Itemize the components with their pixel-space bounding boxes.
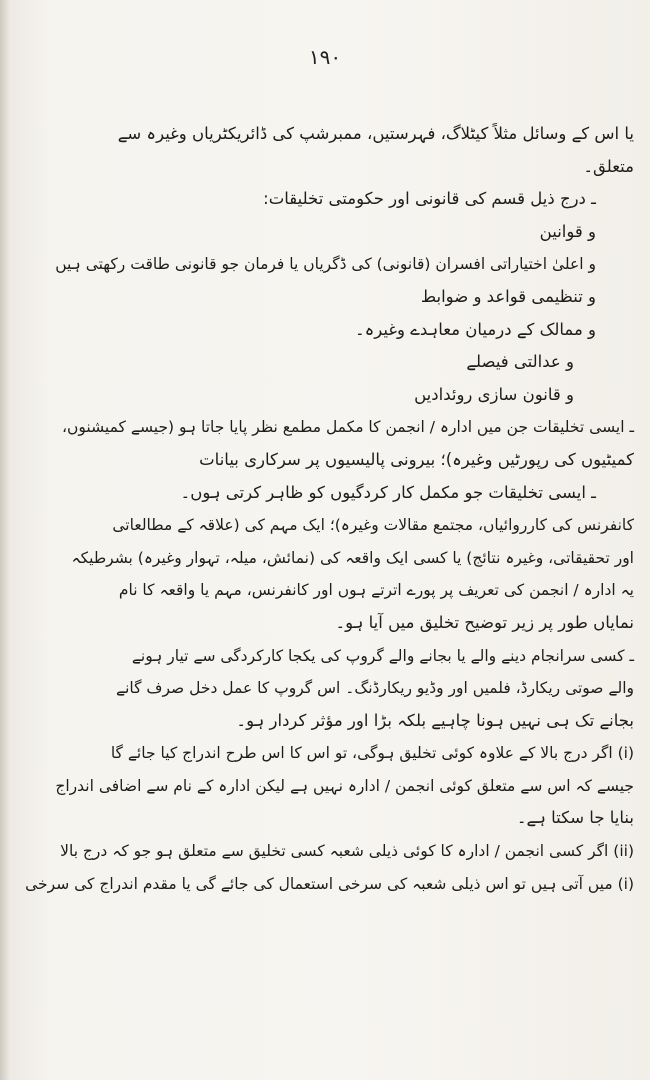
text-line: و قوانین bbox=[539, 221, 596, 241]
text-line: ـ کسی سرانجام دینے والے یا بجانے والے گروپ کی یکجا کارکردگی سے تیار ہونے bbox=[131, 646, 634, 665]
text-line: بجانے تک ہی نہیں ہونا چاہیے بلکہ بڑا اور مؤثر کردار ہو۔ bbox=[236, 710, 634, 730]
text-line: (ii) اگر کسی انجمن / ادارہ کا کوئی ذیلی شعبہ کسی تخلیق سے متعلق ہو جو کہ درج بالا bbox=[60, 842, 634, 861]
text-line: بنایا جا سکتا ہے۔ bbox=[516, 808, 634, 828]
text-line: کمیٹیوں کی رپورٹیں وغیرہ)؛ بیرونی پالیسیوں پر سرکاری بیانات bbox=[199, 449, 634, 469]
text-line: (i) میں آتی ہیں تو اس ذیلی شعبہ کی سرخی استعمال کی جائے گی یا مقدم اندراج کی سرخی bbox=[25, 874, 634, 893]
text-line: یہ ادارہ / انجمن کی تعریف پر پورے اترتے ہوں اور کانفرنس، مہم یا واقعہ کا نام bbox=[118, 581, 634, 600]
text-line: و تنظیمی قواعد و ضوابط bbox=[420, 286, 596, 306]
text-line: و ممالک کے درمیان معاہدے وغیرہ۔ bbox=[354, 319, 596, 339]
text-line: و قانون سازی روئدادیں bbox=[414, 384, 574, 404]
text-line: و اعلیٰ اختیاراتی افسران (قانونی) کی ڈگریاں یا فرمان جو قانونی طاقت رکھتی ہیں bbox=[55, 255, 596, 274]
text-line: و عدالتی فیصلے bbox=[466, 352, 574, 372]
text-line: اور تحقیقاتی، وغیرہ نتائج) یا کسی ایک واقعہ کی (نمائش، میلہ، تہوار وغیرہ) بشرطیکہ bbox=[71, 548, 634, 567]
binding-shadow bbox=[0, 0, 10, 1080]
text-line: متعلق۔ bbox=[583, 156, 634, 176]
text-line: والے صوتی ریکارڈ، فلمیں اور وڈیو ریکارڈنگ۔ اس گروپ کا عمل دخل صرف گانے bbox=[115, 679, 634, 698]
page-number: ١٩٠ bbox=[308, 45, 342, 69]
page-body bbox=[14, 118, 634, 900]
text-line: کانفرنس کی کارروائیاں، مجتمع مقالات وغیرہ)؛ ایک مہم کی (علاقہ کے مطالعاتی bbox=[112, 516, 634, 535]
text-line: ـ درج ذیل قسم کی قانونی اور حکومتی تخلیقات: bbox=[263, 189, 596, 209]
text-line: یا اس کے وسائل مثلاً کیٹلاگ، فہرستیں، ممبرشپ کی ڈائریکٹریاں وغیرہ سے bbox=[117, 124, 634, 143]
text-line: ـ ایسی تخلیقات جو مکمل کار کردگیوں کو ظاہر کرتی ہوں۔ bbox=[180, 482, 596, 502]
text-line: نمایاں طور پر زیر توضیح تخلیق میں آیا ہو۔ bbox=[335, 612, 634, 632]
text-line: جیسے کہ اس سے متعلق کوئی انجمن / ادارہ نہیں ہے لیکن ادارہ کے نام سے اضافی اندراج bbox=[55, 776, 634, 795]
text-line: ـ ایسی تخلیقات جن میں ادارہ / انجمن کا مکمل مطمع نظر پایا جاتا ہو (جیسے کمیشنوں، bbox=[62, 418, 634, 437]
text-line: (i) اگر درج بالا کے علاوہ کوئی تخلیق ہوگی، تو اس کا اس طرح اندراج کیا جائے گا bbox=[110, 744, 634, 763]
